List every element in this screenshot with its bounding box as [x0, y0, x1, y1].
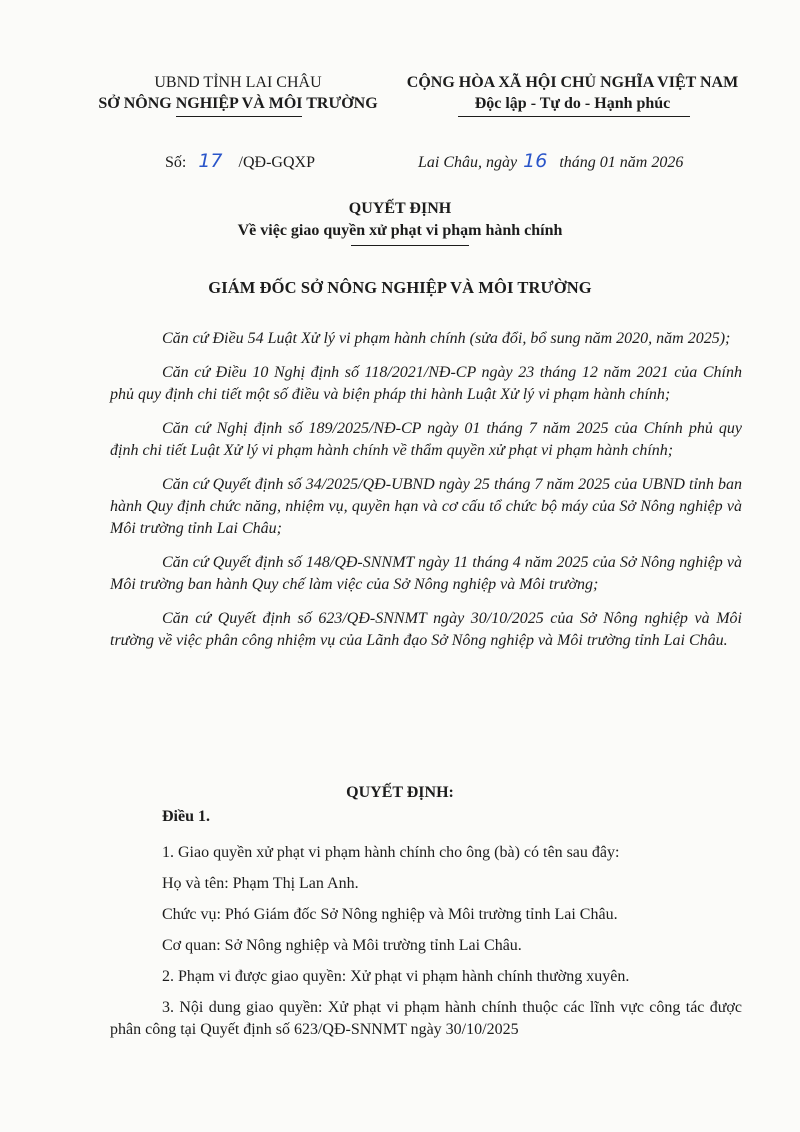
parent-agency: UBND TỈNH LAI CHÂU [154, 74, 322, 91]
issuing-agency [88, 72, 388, 114]
document-subject: Về việc giao quyền xử phạt vi phạm hành chính [237, 222, 563, 239]
agency-name: SỞ NÔNG NGHIỆP VÀ MÔI TRƯỜNG [98, 95, 378, 112]
preamble-paragraph: Căn cứ Nghị định số 189/2025/NĐ-CP ngày 01 tháng 7 năm 2025 của Chính phủ quy định chi tiết Luật Xử lý vi phạm hành chính về thẩm quyền xử phạt vi phạm hành chính; [110, 420, 742, 459]
preamble-paragraph: Căn cứ Điều 54 Luật Xử lý vi phạm hành chính (sửa đổi, bổ sung năm 2020, năm 2025); [162, 330, 731, 347]
national-motto [385, 72, 760, 114]
date-suffix: tháng 01 năm 2026 [559, 154, 684, 171]
country-name: CỘNG HÒA XÃ HỘI CHỦ NGHĨA VIỆT NAM [406, 74, 739, 91]
number-prefix: Số: [165, 154, 187, 171]
handwritten-number: 17 [198, 150, 223, 172]
preamble-paragraph: Căn cứ Quyết định số 623/QĐ-SNNMT ngày 30/10/2025 của Sở Nông nghiệp và Môi trường về việc phân công nhiệm vụ của Lãnh đạo Sở Nông nghiệp và Môi trường tỉnh Lai Châu. [110, 610, 742, 649]
article-item: Chức vụ: Phó Giám đốc Sở Nông nghiệp và Môi trường tỉnh Lai Châu. [162, 906, 618, 923]
document-number [165, 150, 315, 172]
document-date [418, 150, 683, 172]
article-item: 2. Phạm vi được giao quyền: Xử phạt vi phạm hành chính thường xuyên. [162, 968, 630, 985]
article-item: 3. Nội dung giao quyền: Xử phạt vi phạm hành chính thuộc các lĩnh vực công tác được phân công tại Quyết định số 623/QĐ-SNNMT ngày 30/10/2025 [110, 999, 742, 1038]
decision-heading: QUYẾT ĐỊNH: [346, 784, 454, 801]
article-1-content [110, 842, 742, 1041]
article-1-heading: Điều 1. [162, 808, 210, 825]
document-type: QUYẾT ĐỊNH [348, 200, 452, 217]
preamble [110, 328, 742, 664]
number-date-row [0, 150, 800, 172]
subject-underline [351, 245, 469, 246]
motto-underline [458, 116, 690, 117]
article-item: Họ và tên: Phạm Thị Lan Anh. [162, 875, 359, 892]
preamble-paragraph: Căn cứ Quyết định số 34/2025/QĐ-UBND ngày 25 tháng 7 năm 2025 của UBND tỉnh ban hành Quy định chức năng, nhiệm vụ, quyền hạn và cơ cấu tổ chức bộ máy của Sở Nông nghiệp và Môi trường tỉnh Lai Châu; [110, 476, 742, 537]
issuing-authority: GIÁM ĐỐC SỞ NÔNG NGHIỆP VÀ MÔI TRƯỜNG [208, 278, 592, 297]
date-prefix: Lai Châu, ngày [418, 154, 518, 171]
document-header [0, 72, 800, 132]
preamble-paragraph: Căn cứ Quyết định số 148/QĐ-SNNMT ngày 11 tháng 4 năm 2025 của Sở Nông nghiệp và Môi trường ban hành Quy chế làm việc của Sở Nông nghiệp và Môi trường; [110, 554, 742, 593]
number-suffix: /QĐ-GQXP [238, 154, 315, 171]
motto: Độc lập - Tự do - Hạnh phúc [474, 95, 671, 112]
handwritten-day: 16 [523, 150, 548, 172]
article-item: Cơ quan: Sở Nông nghiệp và Môi trường tỉnh Lai Châu. [162, 937, 522, 954]
preamble-paragraph: Căn cứ Điều 10 Nghị định số 118/2021/NĐ-CP ngày 23 tháng 12 năm 2021 của Chính phủ quy định chi tiết một số điều và biện pháp thi hành Luật Xử lý vi phạm hành chính; [110, 364, 742, 403]
agency-underline [176, 116, 302, 117]
article-item: 1. Giao quyền xử phạt vi phạm hành chính cho ông (bà) có tên sau đây: [162, 844, 620, 861]
